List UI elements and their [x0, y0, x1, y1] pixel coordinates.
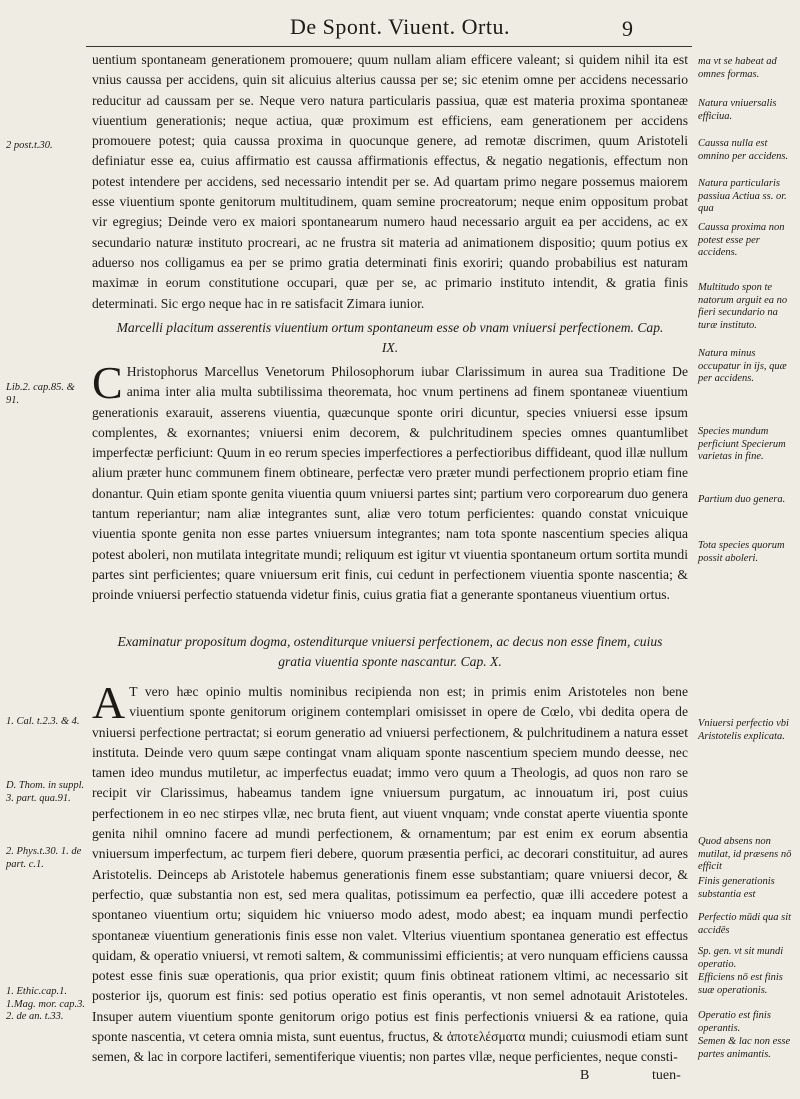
running-head: De Spont. Viuent. Ortu. [290, 14, 510, 39]
margin-note-left: 2 post.t.30. [6, 140, 53, 151]
text-block-3 [92, 677, 688, 1068]
margin-note-right: Partium duo genera. [698, 494, 786, 505]
margin-note-right: Natura vniuersalis efficiua. [698, 98, 777, 122]
margin-note-right: Perfectio mūdi qua sit accidēs [698, 912, 792, 936]
margin-note-right: Tota species quorum possit aboleri. [698, 540, 785, 564]
paragraph: T vero hæc opinio multis nominibus recipienda non est; in primis enim Aristoteles non bene viuentium sponte genitorum originem contemplari omisisset in opere de Cœlo, vbi dedita opera de vniuersi perfectione pertractat; si eorum generatio ad vniuersi perfectionem, & pulchritudinem a natura esset instituta. Deinde vero quum sæpe contingat vnam aliquam sponte nascentium speciem mundo deesse, nec tamen ideo mundus mutiletur, ac imperfectus euadat; immo vero quum a Theologis, ad quos non raro se recipit vir Clarissimus, habeamus tandem igne vniuersum purgatum, ac innouatum iri, post cuius perfectionem in eo nec stirpes vllæ, nec bruta fient, aut viuent vnquam; vnde constat aperte viuentia sponte genita nihil omnino facere ad mundi perfectionem, & ornamentum; par est enim ex eorum absentia vniuersum imperfectum, ac turpem fieri debere, quorum præsentia perfici, ac decorari constituitur, ad aures Aristotelis. Deinceps ab Aristotele habemus generationis finem esse substantiam; quare vniuersi decor, & perfectio, quæ substantia non est, sed mera qualitas, potissimum ea perfectio, quæ illi accedere potest a spontaneo viuentium ortu; siquidem hic vniuerso modo adest, modo abest; ea inquam mundi perfectio spontaneæ viuentium generationis finis esse non valet. Vlterius viuentium spontanea generatio est effectus quidam, & operatio vniuersi, vt remoti saltem, & communissimi efficientis; at vero nunquam efficiens caussa potest esse finis suæ operationis, qua prior existit; quum finis obtineat rationem vltimi, ac necessario sit posterior ijs, quorum est finis: sed potius operatio est finis operantis, vt non semel adnotauit Aristoteles. Insuper autem viuentium sponte genitorum origo potius est finis perfectionis vniuersi & ea ratione, quia sponte nascentia, vt cetera omnia mista, sunt euentus, fructus, & ἀποτελέσματα mundi; cuiusmodi etiam sunt semen, & lac in corpore lactiferi, sementiferique viuentis; non partes vllæ, neque perficientes, neque consti- [92, 684, 688, 1065]
margin-note-right: Multitudo spon te natorum arguit ea no fieri secundario na turæ instituto. [698, 282, 788, 331]
margin-note-left: 1. Ethic.cap.1. 1.Mag. mor. cap.3. 2. de an. t.33. [6, 986, 86, 1022]
margin-note-right: Natura particularis passiua Actiua ss. or. qua [698, 178, 787, 214]
margin-note-left: 2. Phys.t.30. 1. de part. c.1. [6, 846, 82, 870]
catchword: tuen- [652, 1068, 681, 1083]
header-rule [86, 46, 692, 47]
margin-note-right: Vniuersi perfectio vbi Aristotelis explicata. [698, 718, 789, 742]
margin-note-right: Efficiens nō est finis suæ operationis. [698, 972, 783, 996]
margin-note-right: Caussa nulla est omnino per accidens. [698, 138, 789, 162]
margin-note-right: Species mundum perficiunt Specierum varietas in fine. [698, 426, 786, 462]
chapter-heading-ix: Marcelli placitum asserentis viuentium ortum spontaneum esse ob vnam vniuersi perfectionem. Cap. IX. [116, 320, 664, 355]
drop-capital: C [92, 357, 123, 408]
margin-note-left: 1. Cal. t.2.3. & 4. [6, 716, 80, 727]
paragraph: uentium spontaneam generationem promouere; quum nullam aliam efficere valeant; si quidem nihil ita est vnius caussa per accidens, quin sit alicuius alterius caussa per se; sic etenim omne per accidens necessario reducitur ad caussam per se. Neque vero natura particularis passiua, quæ est materia proxima spontaneæ viuentium generationis; neque actiua, quæ proximum est efficiens, eam generationem per accidens promouere potest; quia caussa proxima in quocunque genere, ad remotæ discrimen, quum Aristoteli definiatur esse ea, cuius affirmatio est caussa affirmationis effectus, & negatio negationis, effectum non potest intendere per accidens, sed necessario intendit per se. Ad quartam primo negare possemus maiorem esse viuentium sponte genitorum multitudinem, quam semine procreatorum; neque enim oppositum probat vir egregius; Deinde vero ex maiori spontanearum numero haud necessario arguit ea per accidens, ac ex secundario naturæ instituto procreari, ac ne frustra sit materia ad animationem dispositio; quum potius ex aduerso nos colligamus ea per se primo gratia determinati finis exoriri; quando probabilius est naturam maximæ in eorum constitutione occupari, quæ per se, ac primario instituto intendit, & gratia finis determinati. Sic ergo neque hac in re satisfacit Zimara iunior. [92, 52, 688, 311]
margin-note-left: D. Thom. in suppl. 3. part. qua.91. [6, 780, 85, 804]
margin-note-right: Finis generationis substantia est [698, 876, 775, 900]
margin-note-right: Operatio est finis operantis. [698, 1010, 771, 1034]
text-block-2 [92, 357, 688, 606]
margin-note-right: ma vt se habeat ad omnes formas. [698, 56, 777, 80]
margin-note-right: Semen & lac non esse partes animantis. [698, 1036, 791, 1060]
margin-note-right: Caussa proxima non potest esse per accidens. [698, 222, 785, 258]
margin-note-left: Lib.2. cap.85. & 91. [6, 382, 75, 406]
paragraph: Hristophorus Marcellus Venetorum Philosophorum iubar Clarissimum in aurea sua Traditione De anima inter alia multa subtilissima theoremata, hoc vnum pertinens ad finem spontaneæ viuentium generationis exarauit, asserens viuentia, quæcunque sponte oriri dicuntur, species vniuersi esse ipsum complentes, & exornantes; vniuersi enim decorem, & pulchritudinem species omnes quantumlibet imperfectæ perficiunt: Quum in eo rerum species imperfectiores a perfectioribus diffideant, quod illæ nullum alium præter hunc communem finem obtineare, perfectæ vero præter mundi perfectionem proprio etiam fine donantur. Quin etiam sponte genita viuentia quum vniuersi partes sint; partium vero corporearum duo genera tantum reperiantur; nam aliæ integrantes sunt, aliæ vero totum perficientes: quando constat vnicuique viuentia sponte genita non esse partes vniuersum integrantes; nam tota sponte nascentium species aliqua potest aboleri, non mutilata integritate mundi; reliquum est igitur vt viuentia spontaneum ortum sortita mundi partes sint perficientes; quare vniuersum erit finis, cui cedunt in perfectionem viuentia sponte nascentia; & proinde vniuersi perfectio statuenda videtur finis, cuius gratia fiat a generante spontaneus viuentium ortus. [92, 364, 688, 603]
margin-note-right: Natura minus occupatur in ijs, quæ per accidens. [698, 348, 787, 384]
signature-mark: B [580, 1068, 590, 1083]
text-block-1 [92, 50, 688, 314]
page-number: 9 [622, 16, 633, 41]
margin-note-right: Quod absens non mutilat, id præsens nō efficit [698, 836, 792, 872]
drop-capital: A [92, 677, 126, 728]
chapter-heading-x: Examinatur propositum dogma, ostenditurque vniuersi perfectionem, ac decus non esse finem, cuius gratia viuentia sponte nascantur. Cap. X. [117, 634, 663, 669]
margin-note-right: Sp. gen. vt sit mundi operatio. [698, 946, 784, 970]
